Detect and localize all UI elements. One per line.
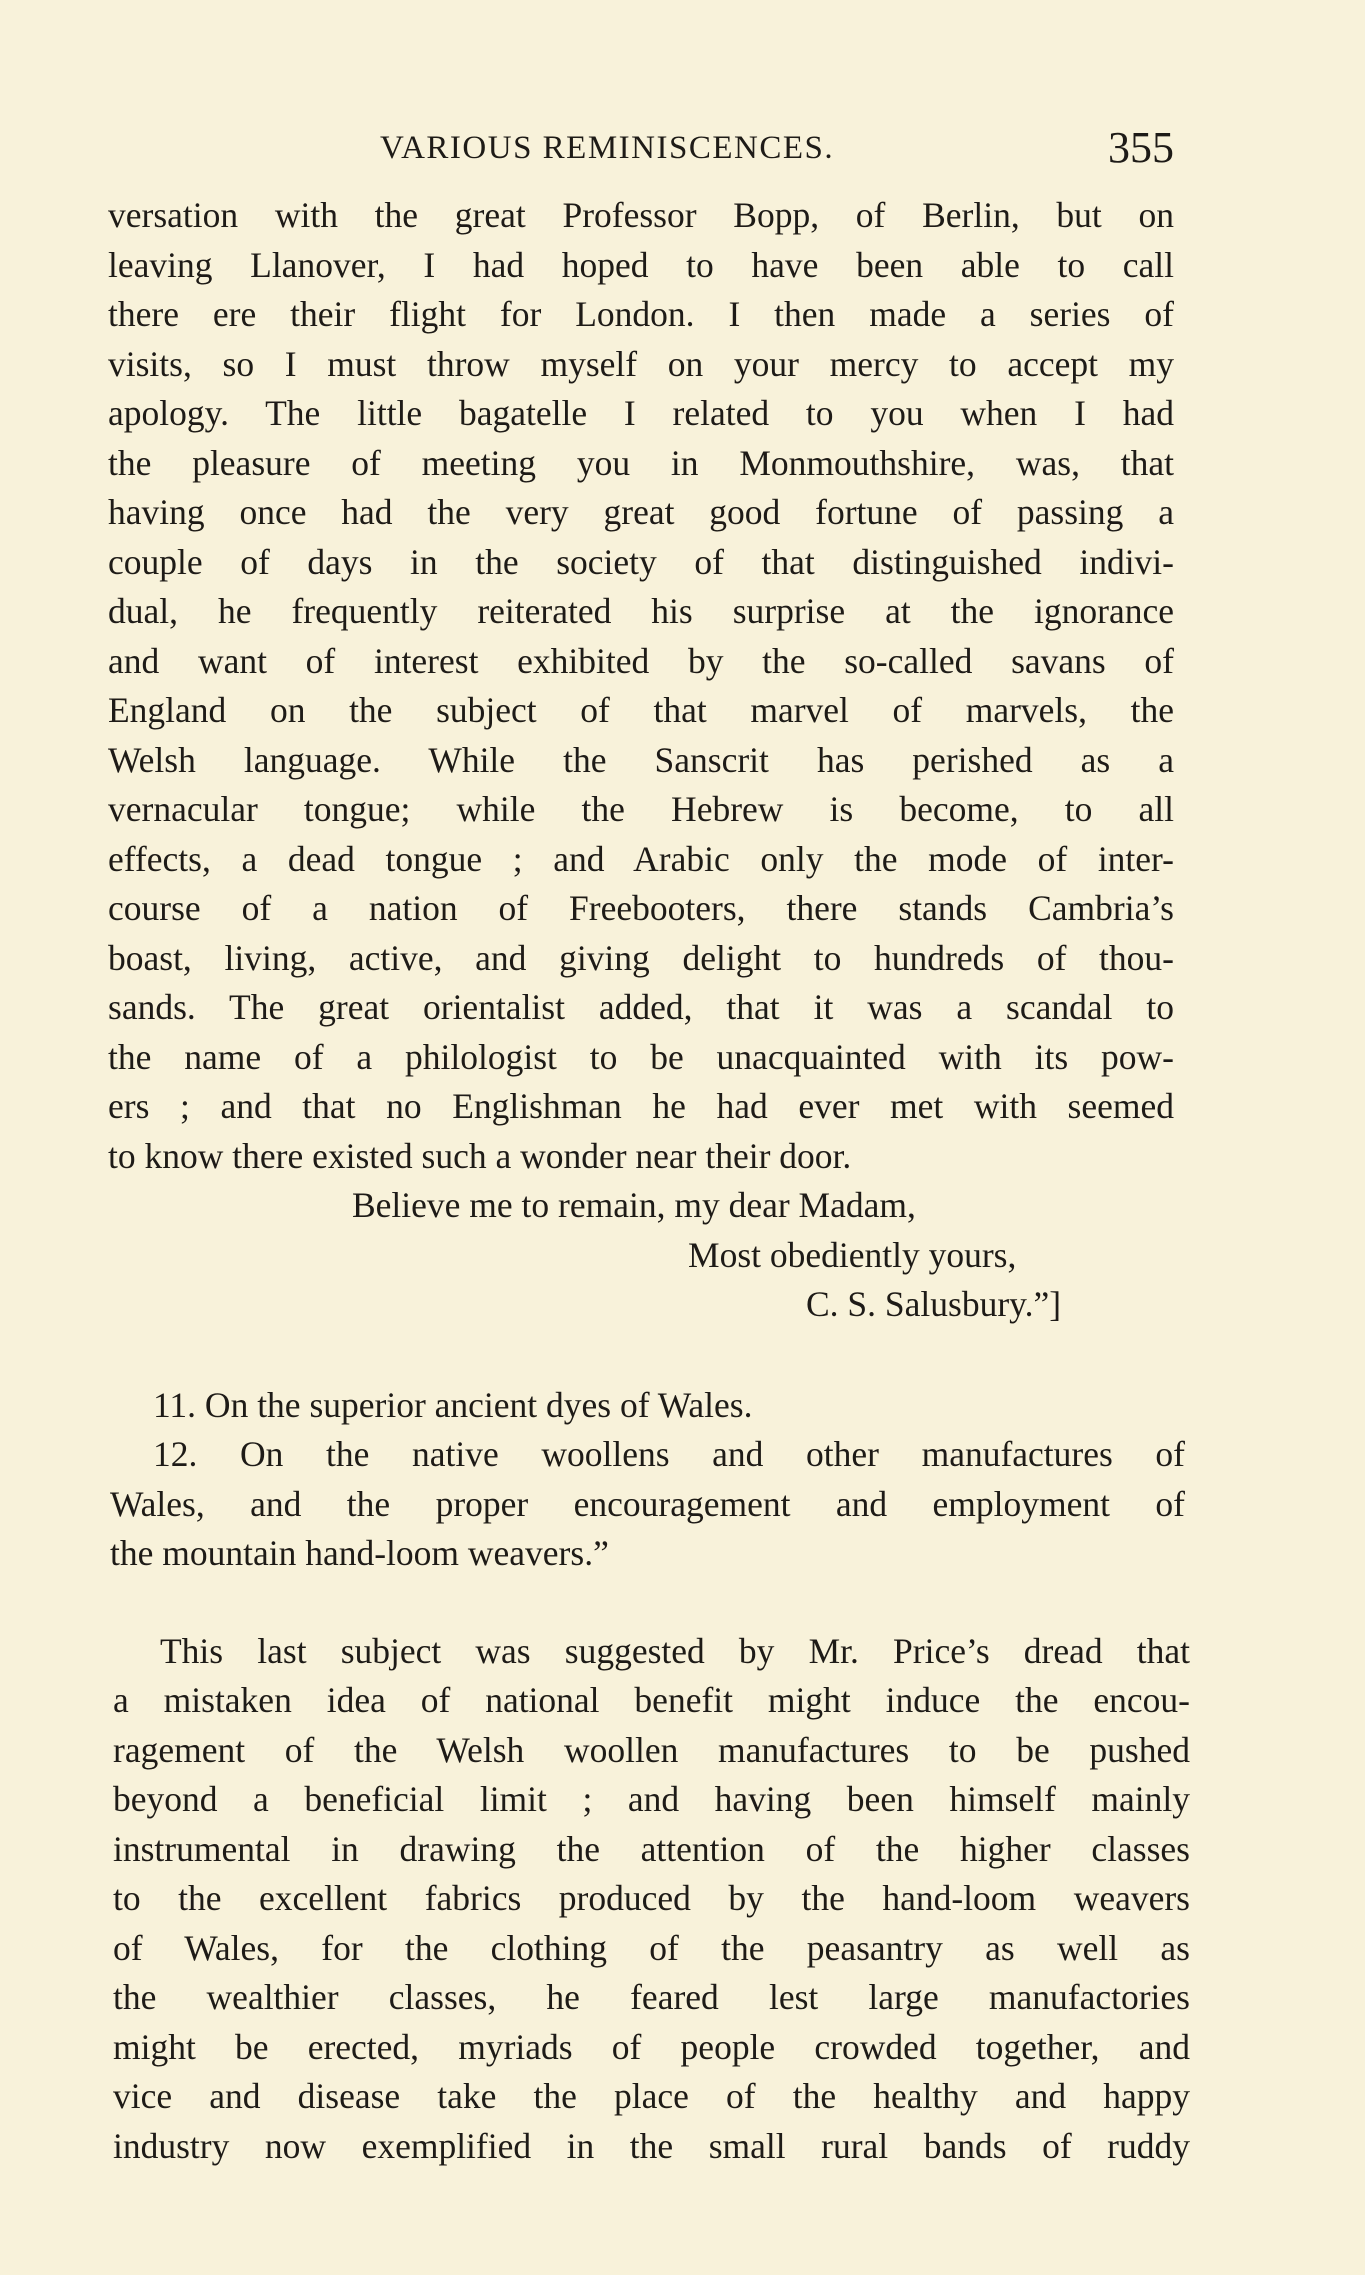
text-line: Welsh language. While the Sanscrit has perished as a	[108, 740, 1174, 780]
text-line: the name of a philologist to be unacquainted with its pow-	[108, 1037, 1174, 1077]
text-line: industry now exemplified in the small rural bands of ruddy	[113, 2126, 1190, 2166]
text-line: beyond a beneficial limit ; and having been himself mainly	[113, 1779, 1190, 1819]
text-line: course of a nation of Freebooters, there stands Cambria’s	[108, 888, 1174, 928]
running-head: VARIOUS REMINISCENCES.	[380, 130, 835, 166]
text-line: there ere their flight for London. I then made a series of	[108, 294, 1174, 334]
text-line: to the excellent fabrics produced by the hand-loom weavers	[113, 1878, 1190, 1918]
text-line: boast, living, active, and giving delight to hundreds of thou-	[108, 938, 1174, 978]
text-line: couple of days in the society of that distinguished indivi-	[108, 542, 1174, 582]
closing-line: Believe me to remain, my dear Madam,	[352, 1185, 916, 1225]
text-line: visits, so I must throw myself on your mercy to accept my	[108, 344, 1174, 384]
text-line: versation with the great Professor Bopp, of Berlin, but on	[108, 195, 1174, 235]
text-line: the wealthier classes, he feared lest large manufactories	[113, 1977, 1190, 2017]
list-item: Wales, and the proper encouragement and employment of	[110, 1484, 1185, 1524]
text-line: apology. The little bagatelle I related to you when I had	[108, 393, 1174, 433]
text-line: to know there existed such a wonder near their door.	[108, 1136, 852, 1176]
page-number: 355	[1108, 123, 1174, 172]
text-line: ragement of the Welsh woollen manufactures to be pushed	[113, 1730, 1190, 1770]
list-item: 12. On the native woollens and other manufactures of	[153, 1434, 1185, 1474]
text-line: This last subject was suggested by Mr. Price’s dread that	[160, 1631, 1190, 1671]
closing-line: Most obediently yours,	[688, 1235, 1017, 1275]
text-line: vernacular tongue; while the Hebrew is become, to all	[108, 789, 1174, 829]
text-line: and want of interest exhibited by the so-called savans of	[108, 641, 1174, 681]
page-header	[110, 122, 1174, 182]
list-item: the mountain hand-loom weavers.”	[110, 1533, 609, 1573]
text-line: of Wales, for the clothing of the peasantry as well as	[113, 1928, 1190, 1968]
text-line: effects, a dead tongue ; and Arabic only the mode of inter-	[108, 839, 1174, 879]
text-line: England on the subject of that marvel of marvels, the	[108, 690, 1174, 730]
text-line: sands. The great orientalist added, that it was a scandal to	[108, 987, 1174, 1027]
text-line: the pleasure of meeting you in Monmouthshire, was, that	[108, 443, 1174, 483]
text-line: a mistaken idea of national benefit might induce the encou-	[113, 1680, 1190, 1720]
text-line: leaving Llanover, I had hoped to have been able to call	[108, 245, 1174, 285]
text-line: instrumental in drawing the attention of the higher classes	[113, 1829, 1190, 1869]
list-item: 11. On the superior ancient dyes of Wales.	[153, 1385, 753, 1425]
text-line: might be erected, myriads of people crowded together, and	[113, 2027, 1190, 2067]
text-line: dual, he frequently reiterated his surprise at the ignorance	[108, 591, 1174, 631]
text-line: having once had the very great good fortune of passing a	[108, 492, 1174, 532]
text-line: ers ; and that no Englishman he had ever met with seemed	[108, 1086, 1174, 1126]
signature-line: C. S. Salusbury.”]	[806, 1284, 1062, 1324]
text-line: vice and disease take the place of the healthy and happy	[113, 2076, 1190, 2116]
